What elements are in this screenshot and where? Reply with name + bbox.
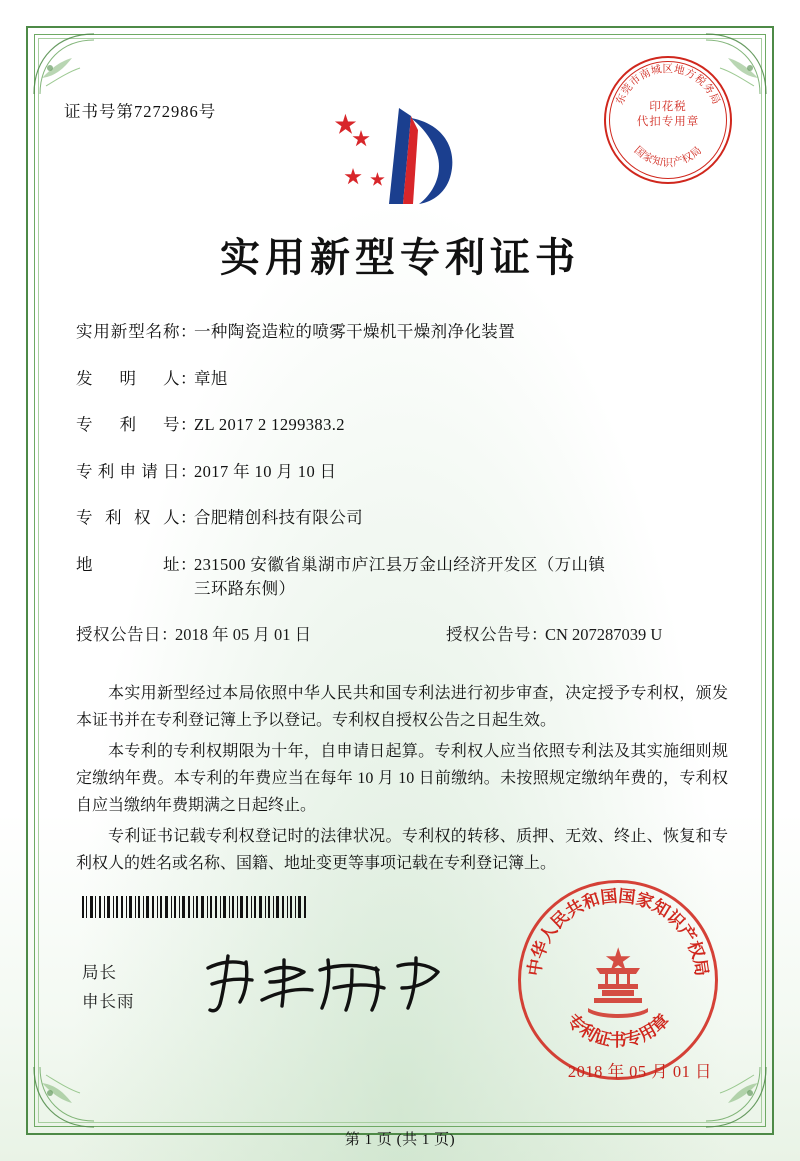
svg-text:国家知识产权局: [632, 144, 705, 169]
field-value-address-line2: 三环路东侧）: [194, 578, 296, 598]
field-value-address: [194, 553, 732, 601]
field-row-address: [76, 553, 732, 601]
handwritten-signature: [200, 942, 450, 1022]
field-row-application-date: [76, 460, 732, 484]
national-seal: [518, 880, 718, 1080]
field-value-address-line1: 231500 安徽省巢湖市庐江县万金山经济开发区（万山镇: [194, 554, 606, 574]
field-value: 章旭: [194, 368, 228, 388]
field-colon: ：: [180, 461, 197, 481]
signature-name: 申长雨: [82, 992, 135, 1011]
page-footer: 第 1 页 (共 1 页): [344, 1132, 456, 1148]
national-seal-arc-bottom: 专利证书专用章: [562, 1010, 674, 1050]
issue-date: 2018 年 05 月 01 日: [567, 1062, 712, 1081]
field-label: 专利权人: [76, 508, 180, 527]
office-seal-center-line1: 印花税: [649, 101, 687, 113]
field-colon: ：: [180, 322, 197, 341]
field-colon: ：: [180, 415, 197, 434]
certificate-number: 证书号第7272986号: [64, 102, 217, 121]
barcode: [82, 896, 308, 918]
field-row-inventor: [76, 367, 732, 391]
signature-block: [82, 958, 135, 1016]
field-grant-number: [446, 623, 732, 647]
field-label: 专利申请日: [76, 461, 180, 481]
legal-paragraph: 专利证书记载专利权登记时的法律状况。专利权的转移、质押、无效、终止、恢复和专利权人的姓名或名称、国籍、地址变更等事项记载在专利登记簿上。: [76, 828, 728, 872]
field-value: CN 207287039 U: [545, 625, 663, 644]
national-seal-arc-top: 中华人民共和国国家知识产权局: [524, 886, 712, 978]
field-row-utility-model-name: [76, 320, 732, 344]
field-label: 专利号: [76, 415, 180, 434]
field-colon: ：: [180, 368, 197, 388]
field-value: 合肥精创科技有限公司: [194, 508, 363, 527]
field-row-grant-info: [76, 623, 732, 647]
office-seal-center-line2: 代扣专用章: [636, 116, 700, 128]
page-title: 实用新型专利证书: [220, 235, 580, 280]
office-seal-arc-top: 东莞市南城区地方税务局: [614, 64, 722, 107]
field-value: 2018 年 05 月 01 日: [175, 625, 312, 644]
office-stamp-seal: [604, 56, 732, 184]
field-value: ZL 2017 2 1299383.2: [194, 415, 345, 434]
signature-role: 局长: [82, 963, 117, 982]
field-colon: ：: [531, 625, 548, 644]
field-row-patentee: [76, 506, 732, 530]
legal-paragraph: 本实用新型经过本局依照中华人民共和国专利法进行初步审查，决定授予专利权，颁发本证书并在专利登记簿上予以登记。专利权自授权公告之日起生效。: [76, 685, 728, 729]
field-label: 实用新型名称: [76, 322, 180, 341]
office-seal-center: [604, 100, 732, 130]
field-value: 一种陶瓷造粒的喷雾干燥机干燥剂净化装置: [194, 322, 516, 341]
field-row-patent-number: [76, 413, 732, 437]
legal-text-block: [76, 680, 728, 881]
office-seal-arc-bottom: 国家知识产权局: [631, 144, 705, 169]
national-emblem-icon: [572, 934, 664, 1026]
field-colon: ：: [180, 554, 197, 574]
field-grant-date: [76, 623, 446, 647]
field-label: 授权公告号: [446, 625, 531, 644]
field-value: 2017 年 10 月 10 日: [194, 461, 337, 481]
cnipa-logo-icon: [325, 100, 475, 216]
field-label: 授权公告日: [76, 625, 161, 644]
field-list: [76, 320, 732, 663]
field-label: 地址: [76, 554, 180, 574]
legal-paragraph: 本专利的专利权期限为十年，自申请日起算。专利权人应当依照专利法及其实施细则规定缴纳年费。本专利的年费应当在每年 10 月 10 日前缴纳。未按照规定缴纳年费的，专利权自应当缴纳年费期满之日起终止。: [76, 743, 728, 814]
field-colon: ：: [180, 508, 197, 527]
field-label: 发明人: [76, 368, 180, 388]
field-colon: ：: [161, 625, 178, 644]
